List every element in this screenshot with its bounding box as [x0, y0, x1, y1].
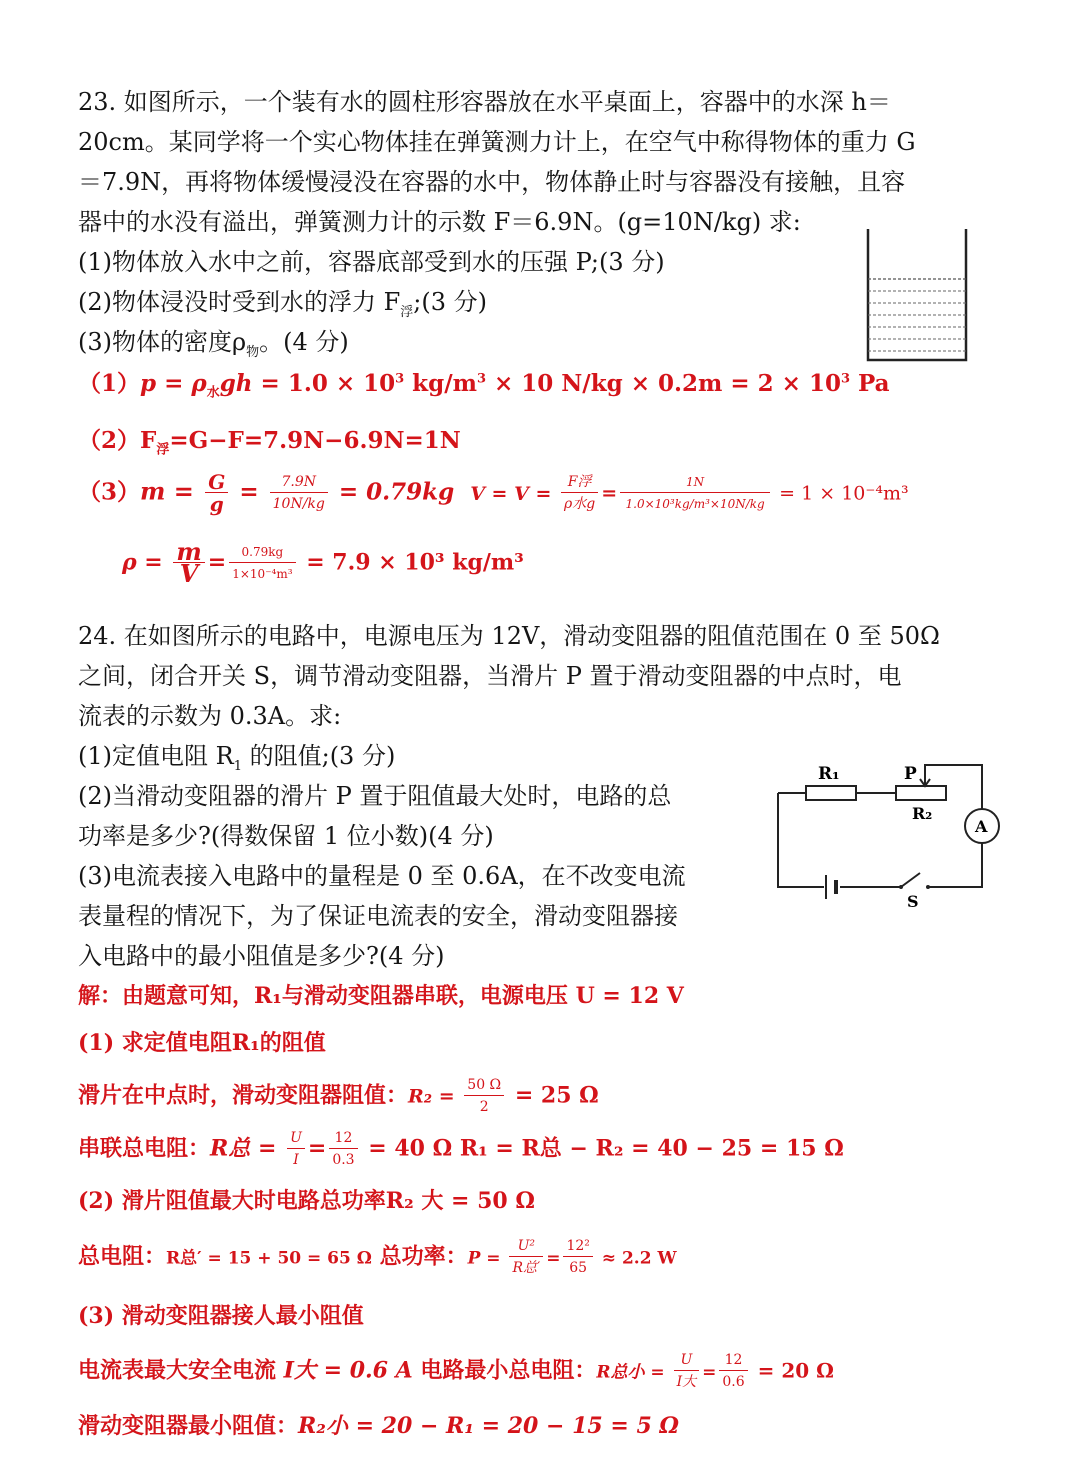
frac-denominator: V	[179, 559, 199, 588]
frac-denominator: 0.6	[722, 1374, 745, 1390]
a24-4-frac-1	[287, 1128, 305, 1171]
q23-line-2: 20cm。某同学将一个实心物体挂在弹簧测力计上，在空气中称得物体的重力 G	[78, 128, 916, 156]
frac-denominator: I	[293, 1152, 299, 1168]
a24-line-3	[78, 1075, 599, 1118]
a23-1-r1: = 1.0 × 10	[252, 370, 396, 397]
a24-line-2: (1) 求定值电阻R₁的阻值	[78, 1030, 326, 1056]
a24-6-frac-1	[509, 1236, 543, 1279]
frac-denominator: 2	[479, 1099, 489, 1115]
a24-line-8: 电流表最大安全电流 I大 = 0.6 A 电路最小总电阻：R总小 = $\frac{U}{\text{I大}}$ = $\frac{12}{0.6}$ = 20 Ω	[78, 1350, 834, 1393]
frac-denominator: 65	[569, 1260, 588, 1276]
label-p: P	[904, 764, 917, 784]
q23-subq-2	[78, 286, 487, 318]
a23-3-vres: = 1 × 10⁻⁴m³	[773, 482, 909, 505]
frac-numerator: 1N	[620, 472, 770, 493]
a23-1-rho: ρ	[191, 370, 207, 397]
water-container-figure	[860, 225, 975, 365]
q23-subq-2-text: (2)物体浸没时受到水的浮力 F	[78, 288, 401, 316]
a23-3-frac-1	[205, 472, 228, 515]
a23-4-res: = 7.9 × 10³ kg/m³	[298, 549, 524, 576]
a23-3-eq: =	[231, 478, 267, 506]
q23-subq-3-text: (3)物体的密度ρ	[78, 328, 247, 356]
q24-subq-1	[78, 740, 395, 772]
a23-1-e1: 3	[395, 371, 405, 387]
q23-subq-3	[78, 326, 349, 358]
a23-2-sub: 浮	[156, 442, 170, 458]
a23-1-eq: =	[156, 370, 192, 397]
a23-line-2	[78, 425, 461, 457]
frac-numerator: 50 Ω	[464, 1075, 504, 1096]
frac-denominator: I大	[676, 1374, 697, 1390]
frac-numerator: F浮	[561, 472, 598, 493]
resistor-r1	[806, 786, 856, 800]
a24-6-r: P =	[467, 1248, 507, 1269]
label-r1: R₁	[818, 764, 840, 784]
a23-3-v: V = V =	[470, 482, 558, 505]
a24-6-frac-2	[563, 1236, 592, 1279]
a23-1-rho-sub: 水	[206, 385, 220, 401]
a23-3-frac-2	[270, 472, 328, 515]
q24-line-3: 流表的示数为 0.3A。求:	[78, 702, 342, 730]
q23-line-4: 器中的水没有溢出，弹簧测力计的示数 F＝6.9N。(g=10N/kg) 求:	[78, 208, 801, 236]
a24-8-res: = 20 Ω	[750, 1358, 834, 1383]
q24-subq-3-line-2: 表量程的情况下，为了保证电流表的安全，滑动变阻器接	[78, 902, 678, 930]
frac-numerator: G	[205, 472, 228, 493]
label-a: A	[975, 817, 988, 836]
a24-8-r: R总小 =	[596, 1362, 671, 1383]
a24-6-res: ≈ 2.2 W	[595, 1248, 677, 1269]
q24-subq-2-line-1: (2)当滑动变阻器的滑片 P 置于阻值最大处时，电路的总	[78, 782, 672, 810]
q24-line-1: 24. 在如图所示的电路中，电源电压为 12V，滑动变阻器的阻值范围在 0 至 50Ω	[78, 622, 940, 650]
a23-line-4: ρ = $\frac{m}{V}$ = $\frac{0.79kg}{\text{1×10⁻⁴m³}}$ = 7.9 × 10³ kg/m³	[122, 537, 524, 588]
a24-line-9	[78, 1410, 679, 1442]
a24-6-mid: R总′ = 15 + 50 = 65 Ω	[166, 1248, 372, 1269]
a24-9-res: R₂小 = 20 − R₁ = 20 − 15 = 5 Ω	[298, 1413, 680, 1439]
frac-denominator: 10N/kg	[272, 496, 325, 512]
a24-6-p: 总功率：	[371, 1243, 468, 1270]
frac-denominator: ρ水g	[564, 496, 596, 512]
circuit-diagram	[770, 755, 1010, 915]
q24-subq-3-line-1: (3)电流表接入电路中的量程是 0 至 0.6A，在不改变电流	[78, 862, 686, 890]
a24-line-7: (3) 滑动变阻器接人最小阻值	[78, 1303, 364, 1329]
q24-subq-1-post: 的阻值;(3 分)	[241, 742, 396, 770]
a23-1-p: p	[140, 370, 157, 397]
frac-denominator: R总′	[512, 1260, 541, 1276]
a24-8-mid: 电路最小总电阻：	[412, 1357, 597, 1384]
frac-denominator: 1.0×10³kg/m³×10N/kg	[625, 497, 765, 511]
q24-subq-1-pre: (1)定值电阻 R	[78, 742, 234, 770]
q24-line-2: 之间，闭合开关 S，调节滑动变阻器，当滑片 P 置于滑动变阻器的中点时，电	[78, 662, 902, 690]
frac-denominator: 0.3	[332, 1152, 355, 1168]
a23-1-r2: kg/m	[404, 370, 477, 397]
a23-1-label: （1）	[78, 370, 141, 397]
a23-4-frac-2	[229, 542, 295, 585]
a24-3-frac	[464, 1075, 504, 1118]
a24-line-6: 总电阻：R总′ = 15 + 50 = 65 Ω 总功率：P = $\frac{\text{U²}}{\text{R总′}}$ = $\frac{\text{12²}}{65}$ ≈ 2.2 W	[78, 1236, 677, 1279]
q23-line-3: ＝7.9N，再将物体缓慢浸没在容器的水中，物体静止时与容器没有接触，且容	[78, 168, 906, 196]
frac-denominator: 1×10⁻⁴m³	[232, 567, 293, 581]
q23-subq-2-sub: 浮	[400, 304, 414, 320]
frac-numerator: 0.79kg	[229, 542, 295, 563]
a24-line-4: 串联总电阻：R总 = $\frac{U}{I}$ = $\frac{12}{0.3}$ = 40 Ω R₁ = R总 − R₂ = 40 − 25 = 15 Ω	[78, 1128, 844, 1171]
frac-numerator: 12	[719, 1350, 747, 1371]
a24-4-res: = 40 Ω R₁ = R总 − R₂ = 40 − 25 = 15 Ω	[360, 1135, 844, 1162]
a24-4-r: R总 =	[210, 1135, 285, 1162]
a23-2-rest: =G−F=7.9N−6.9N=1N	[169, 427, 461, 454]
a24-3-pre: 滑片在中点时，滑动变阻器阻值：	[78, 1082, 409, 1109]
a23-4-rho: ρ =	[122, 549, 171, 576]
a24-line-1: 解：由题意可知，R₁与滑动变阻器串联，电源电压 U = 12 V	[78, 983, 684, 1009]
frac-numerator: U	[674, 1350, 700, 1371]
q23-line-1: 23. 如图所示，一个装有水的圆柱形容器放在水平桌面上，容器中的水深 h＝	[78, 88, 891, 116]
a23-2-label: （2）F	[78, 427, 157, 454]
a23-3-label: （3）	[78, 478, 141, 506]
frac-numerator: U	[287, 1128, 305, 1149]
q24-subq-1-sub: 1	[233, 758, 242, 774]
frac-numerator: m	[173, 542, 204, 563]
a24-3-res: = 25 Ω	[507, 1082, 599, 1109]
a24-8-frac-1	[674, 1350, 700, 1393]
a24-8-pre: 电流表最大安全电流	[78, 1357, 284, 1384]
q23-subq-1: (1)物体放入水中之前，容器底部受到水的压强 P;(3 分)	[78, 248, 665, 276]
frac-denominator: g	[209, 492, 224, 516]
frac-numerator: U²	[509, 1236, 543, 1257]
label-s: S	[907, 892, 919, 911]
rheostat-r2	[896, 786, 946, 800]
a23-line-3: （3）m = $\frac{G}{g}$ = $\frac{7.9N}{10N/kg}$ = 0.79kg V = V = $\frac{\text{F浮}}{\text{ρ水g}}$ = $\frac{1N}{\text{1.0×10³kg/m³×10N/kg}}$ = 1 × 10⁻⁴m³	[78, 470, 909, 516]
a24-4-pre: 串联总电阻：	[78, 1135, 211, 1162]
a24-8-i: I大 = 0.6 A	[283, 1357, 413, 1384]
q24-subq-2-line-2: 功率是多少?(得数保留 1 位小数)(4 分)	[78, 822, 494, 850]
frac-numerator: 7.9N	[270, 472, 328, 493]
a24-9-pre: 滑动变阻器最小阻值：	[78, 1413, 299, 1439]
a24-3-r: R₂ =	[408, 1085, 462, 1108]
frac-numerator: 12	[329, 1128, 357, 1149]
a23-1-gh: gh	[219, 370, 253, 397]
a23-1-e2: 3	[476, 371, 486, 387]
a23-3-mres: = 0.79kg	[330, 478, 455, 506]
a23-1-r3: × 10 N/kg × 0.2m = 2 × 10	[485, 370, 841, 397]
q23-subq-3-tail: 。(4 分)	[259, 328, 349, 356]
a23-3-frac-3	[561, 472, 598, 515]
a24-line-5: (2) 滑片阻值最大时电路总功率R₂ 大 = 50 Ω	[78, 1188, 535, 1214]
a23-3-m: m =	[140, 476, 203, 506]
a24-8-frac-2	[719, 1350, 747, 1393]
a23-1-r4: Pa	[850, 370, 890, 397]
a23-4-frac-1	[173, 537, 204, 588]
frac-numerator: 12²	[563, 1236, 592, 1257]
a23-1-e3: 3	[840, 371, 850, 387]
q23-subq-2-tail: ;(3 分)	[413, 288, 488, 316]
label-r2: R₂	[912, 804, 933, 823]
a24-6-pre: 总电阻：	[78, 1243, 167, 1270]
a23-3-frac-4	[620, 472, 770, 515]
a23-line-1	[78, 368, 890, 400]
q23-subq-3-sub: 物	[246, 344, 260, 360]
q24-subq-3-line-3: 入电路中的最小阻值是多少?(4 分)	[78, 942, 445, 970]
a24-4-frac-2	[329, 1128, 357, 1171]
